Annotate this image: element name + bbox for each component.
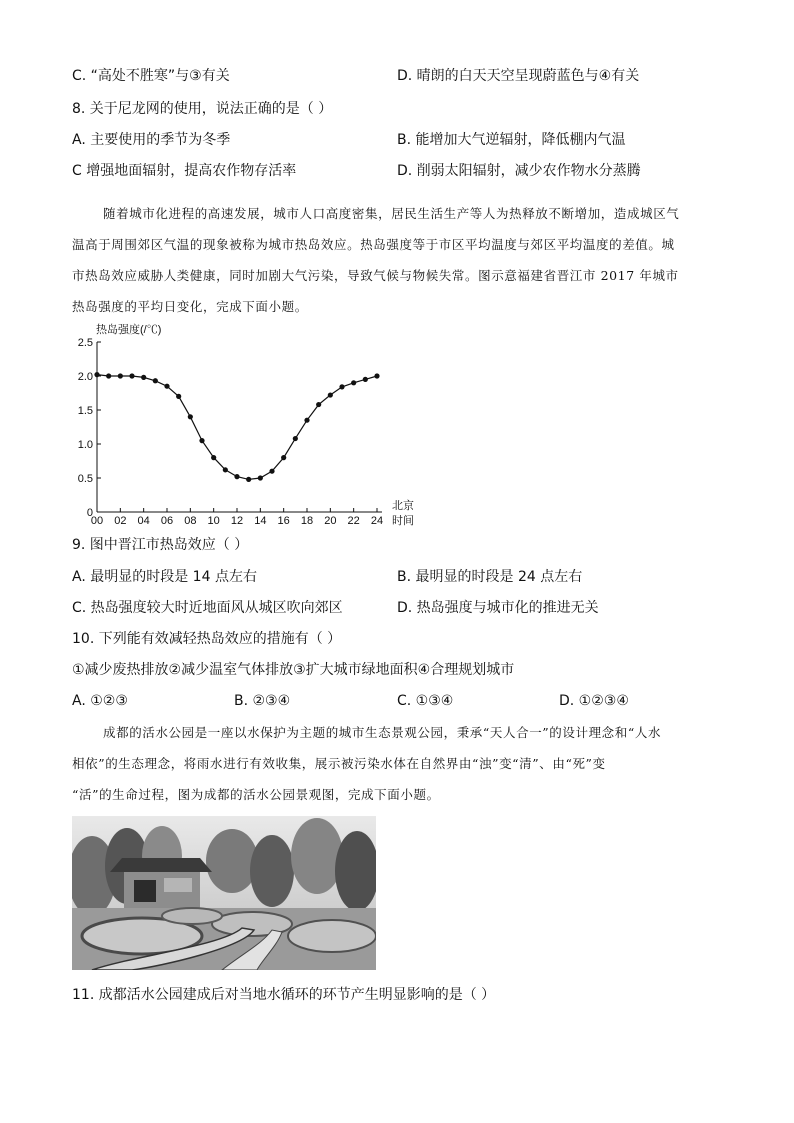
x-tick-label: 00 [90,515,104,527]
q11-stem: 11. 成都活水公园建成后对当地水循环的环节产生明显影响的是（ ） [72,987,496,1003]
q10-option-a: A. ①②③ [72,693,128,709]
q10-option-b: B. ②③④ [234,693,291,709]
data-point [153,378,158,383]
passage1-line3: 市热岛效应威胁人类健康，同时加剧大气污染，导致气候与物候失常。图示意福建省晋江市 2017 年城市 [72,268,679,283]
q8-stem: 8. 关于尼龙网的使用，说法正确的是（ ） [72,101,333,117]
q9-option-b: B. 最明显的时段是 24 点左右 [397,569,583,585]
data-point [293,436,298,441]
passage2-line3: “活”的生命过程，图为成都的活水公园景观图，完成下面小题。 [72,787,440,802]
q10-choices: ①减少废热排放②减少温室气体排放③扩大城市绿地面积④合理规划城市 [72,662,515,678]
q10-option-c: C. ①③④ [397,693,454,709]
x-tick-label: 14 [254,515,267,527]
data-point [106,373,111,378]
y-tick-label: 1.0 [77,439,93,451]
data-point [246,477,251,482]
x-tick-label: 24 [370,515,384,527]
data-point [351,380,356,385]
data-point [188,414,193,419]
data-point [118,373,123,378]
y-tick-group [78,337,101,519]
data-point [258,475,263,480]
data-point [234,474,239,479]
x-tick-label: 18 [300,515,314,527]
x-tick-label: 20 [324,515,337,527]
q8-option-c: C 增强地面辐射，提高农作物存活率 [72,163,297,179]
x-tick-label: 10 [207,515,220,527]
q7-option-d: D. 晴朗的白天天空呈现蔚蓝色与④有关 [397,68,640,84]
passage1-line1: 随着城市化进程的高速发展，城市人口高度密集，居民生活生产等人为热释放不断增加，造成城区气 [103,206,680,221]
data-point [281,455,286,460]
y-tick-label: 0.5 [77,473,93,485]
x-tick-label: 04 [137,515,150,527]
heat-island-chart [70,318,430,530]
x-tick-label: 12 [230,515,244,527]
data-point [164,384,169,389]
data-point [269,469,274,474]
x-tick-label: 02 [114,515,127,527]
q10-stem: 10. 下列能有效减轻热岛效应的措施有（ ） [72,631,342,647]
chart-xlabel-line1: 北京 [392,500,414,512]
q9-option-a: A. 最明显的时段是 14 点左右 [72,569,257,585]
x-tick-label: 08 [184,515,197,527]
q10-option-d: D. ①②③④ [559,693,629,709]
y-tick-label: 0 [86,507,93,519]
y-tick-label: 2.0 [77,371,93,383]
series-line [97,375,377,480]
data-point [94,372,99,377]
data-point [374,373,379,378]
passage1-line2: 温高于周围郊区气温的现象被称为城市热岛效应。热岛强度等于市区平均温度与郊区平均温度的差值。城 [72,237,675,252]
data-point [129,373,134,378]
x-tick-label: 16 [277,515,290,527]
data-point [211,455,216,460]
q8-option-b: B. 能增加大气逆辐射，降低棚内气温 [397,132,626,148]
park-photo-illustration [72,816,376,970]
data-point [316,402,321,407]
data-point [328,392,333,397]
chart-xlabel-line2: 时间 [392,515,414,527]
passage2-line1: 成都的活水公园是一座以水保护为主题的城市生态景观公园，秉承“天人合一”的设计理念和“人水 [103,725,662,740]
q7-option-c: C. “高处不胜寒”与③有关 [72,68,230,84]
data-point [176,394,181,399]
y-tick-label: 2.5 [77,337,93,349]
q8-option-d: D. 削弱太阳辐射，减少农作物水分蒸腾 [397,163,641,179]
chart-ylabel: 热岛强度(/℃) [96,324,162,336]
data-point [141,375,146,380]
data-point [304,418,309,423]
data-point [223,467,228,472]
x-tick-label: 22 [347,515,360,527]
q8-option-a: A. 主要使用的季节为冬季 [72,132,231,148]
data-point [339,384,344,389]
data-point [363,377,368,382]
data-point [199,438,204,443]
x-tick-label: 06 [160,515,174,527]
x-tick-group [91,508,383,527]
q9-option-c: C. 热岛强度较大时近地面风从城区吹向郊区 [72,600,343,616]
passage1-line4: 热岛强度的平均日变化，完成下面小题。 [72,299,308,314]
y-tick-label: 1.5 [77,405,93,417]
park-landscape-photo [72,816,376,970]
series-points [94,372,379,482]
q9-option-d: D. 热岛强度与城市化的推进无关 [397,600,599,616]
passage2-line2: 相依”的生态理念，将雨水进行有效收集，展示被污染水体在自然界由“浊”变“清”、由“死”变 [72,756,606,771]
q9-stem: 9. 图中晋江市热岛效应（ ） [72,537,249,553]
